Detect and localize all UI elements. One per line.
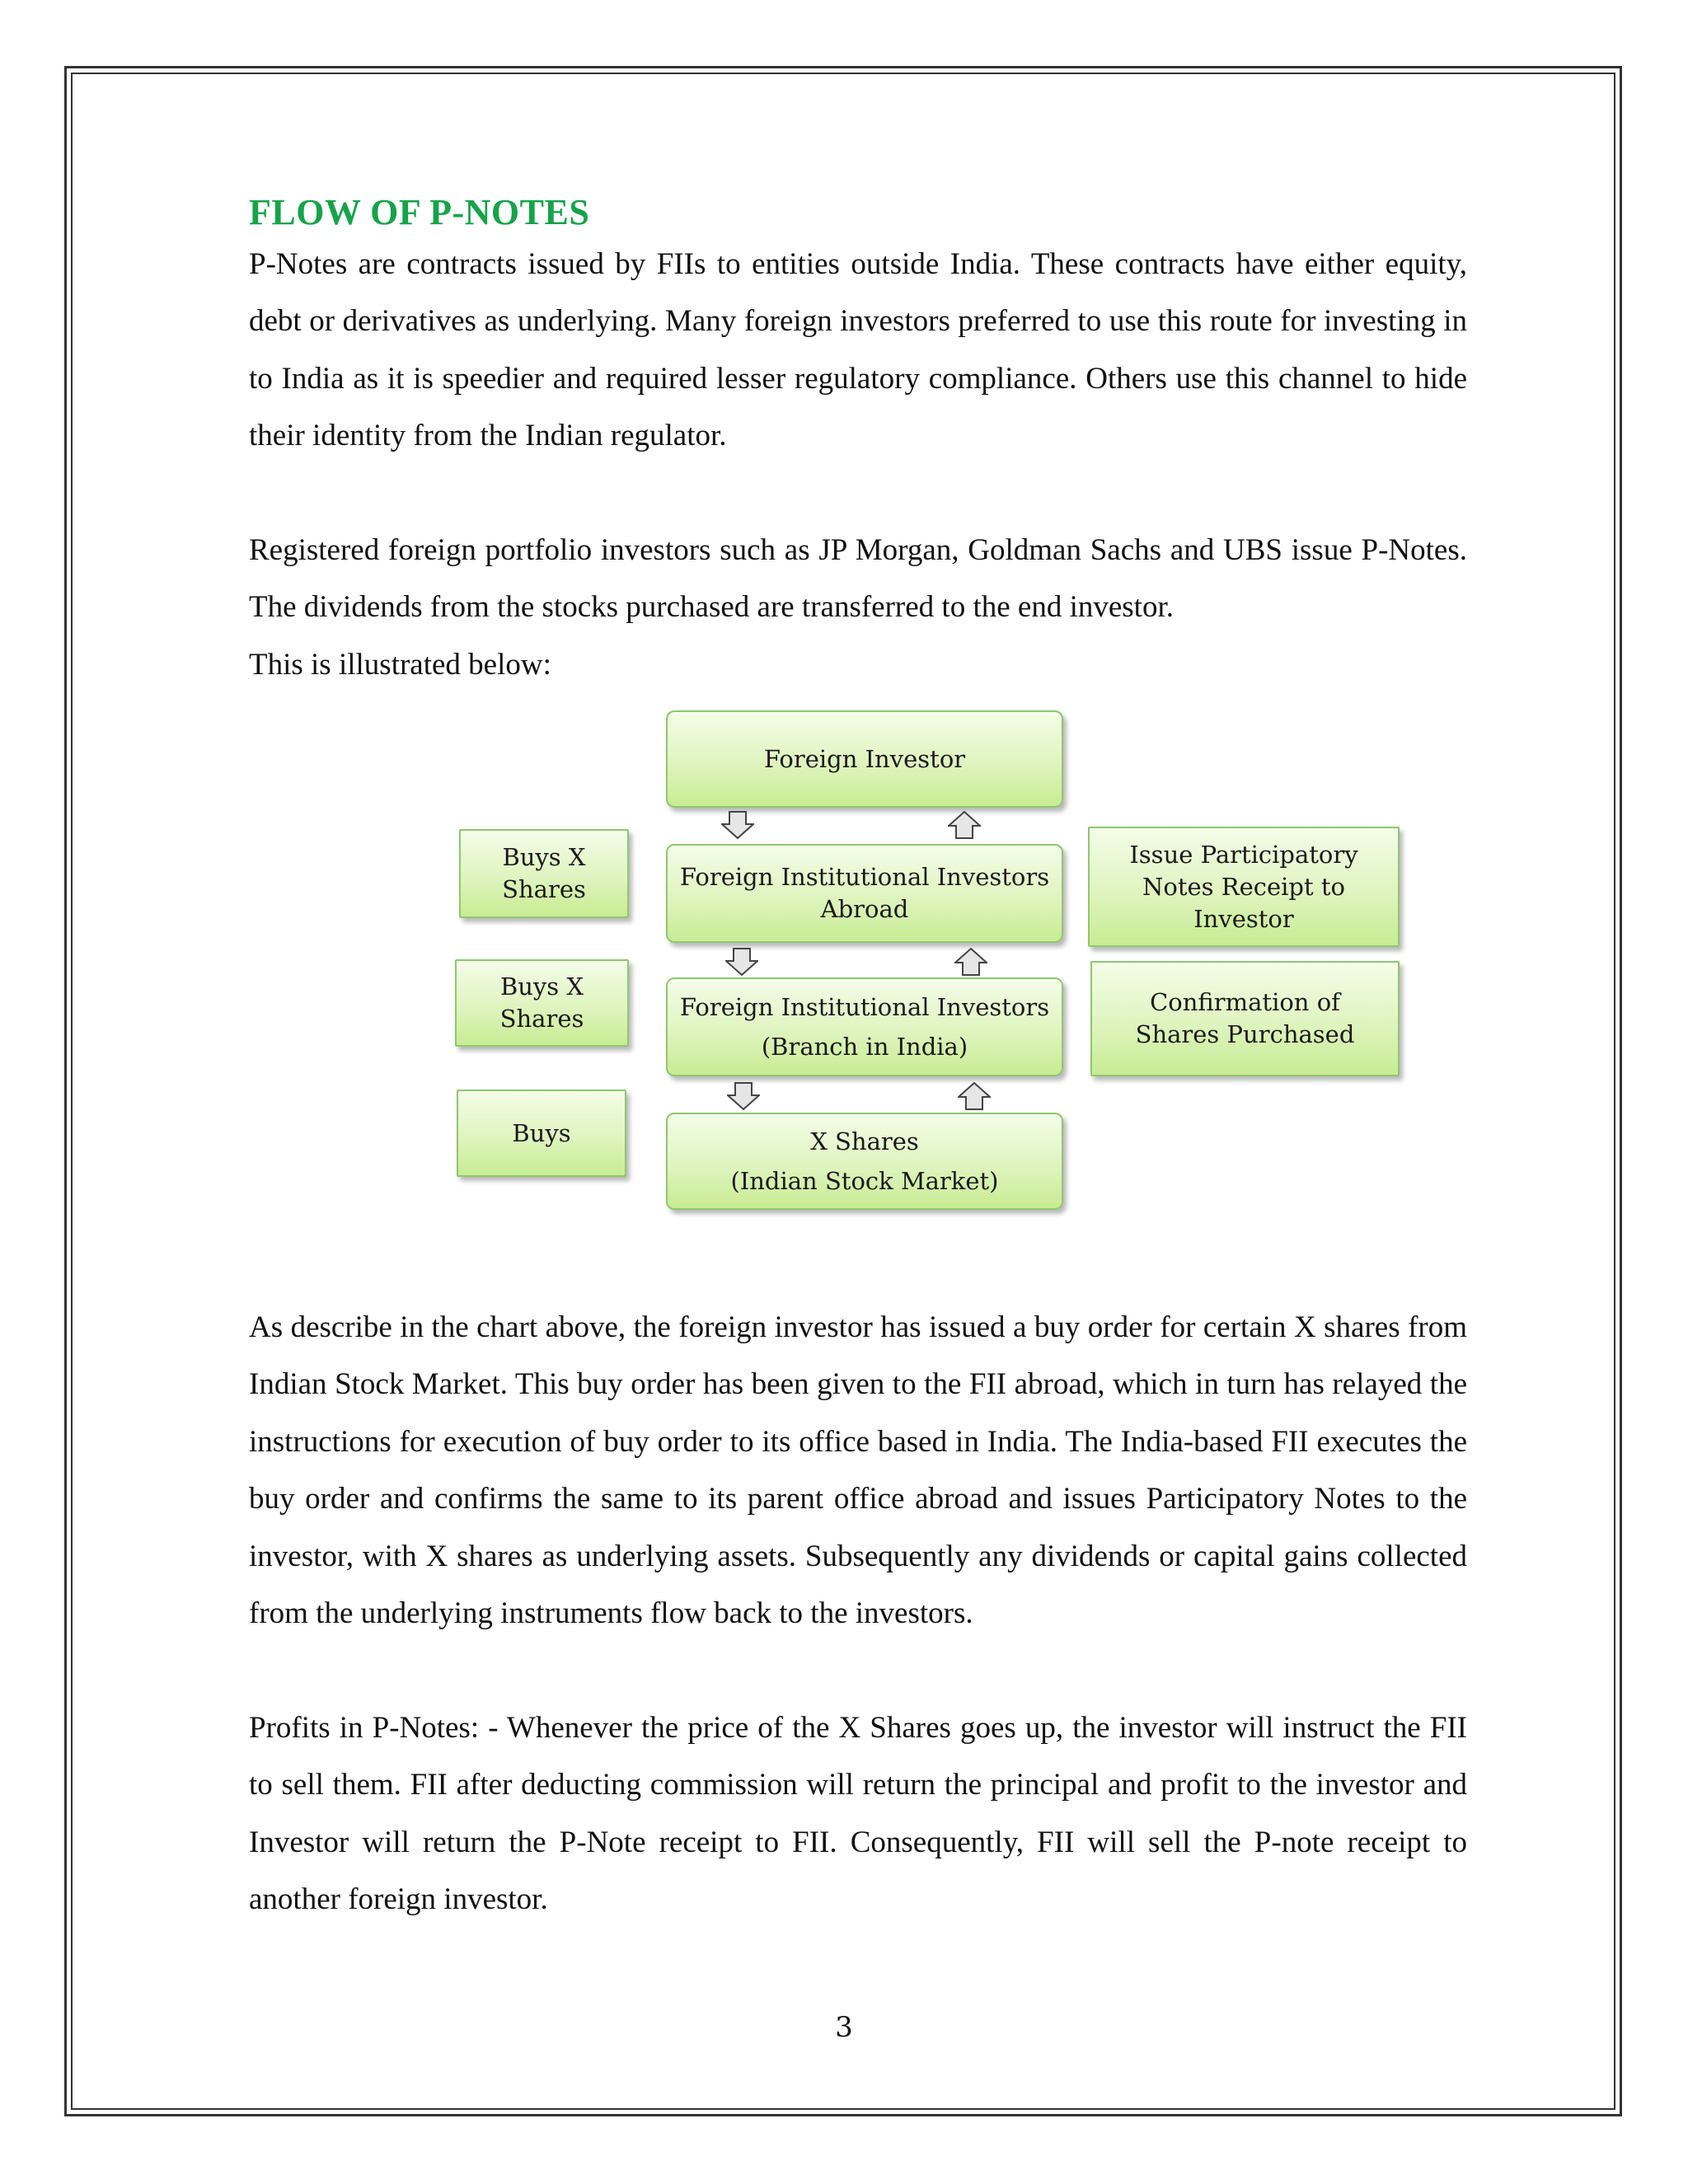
- box-issue-line1: Issue Participatory: [1129, 840, 1358, 869]
- arrow-down-icon: [721, 811, 754, 839]
- box-fii-abroad-line1: Foreign Institutional Investors: [679, 863, 1050, 891]
- paragraph-profits: Profits in P-Notes: - Whenever the price of the X Shares goes up, the investor will instruct the FII to sell them. FII after deducting commission will return the principal and profit to the investor and Investor will return the P-Note receipt to FII. Consequently, FII will sell the P-note receipt to another foreign investor.: [249, 1711, 1467, 1917]
- box-x-shares: [666, 1113, 1063, 1210]
- box-foreign-investor-label: Foreign Investor: [763, 744, 966, 773]
- box-buys-x-shares-1: [459, 829, 629, 918]
- box-issue-line2: Notes Receipt to: [1142, 872, 1345, 901]
- arrow-up-icon: [948, 811, 981, 839]
- box-fii-india: [666, 977, 1063, 1076]
- arrow-up-icon: [958, 1082, 991, 1110]
- box-buys-label: Buys: [512, 1118, 571, 1147]
- box-x-shares-line2: (Indian Stock Market): [730, 1167, 999, 1195]
- box-fii-abroad-line2: Abroad: [820, 895, 909, 923]
- paragraph-registered-fpi: Registered foreign portfolio investors such as JP Morgan, Goldman Sachs and UBS issue P-Notes. The dividends from the stocks purchased are transferred to the end investor.: [249, 533, 1467, 625]
- paragraph-illustrated: This is illustrated below:: [249, 648, 551, 682]
- box-confirmation-line2: Shares Purchased: [1135, 1020, 1355, 1048]
- box-confirmation-line1: Confirmation of: [1150, 988, 1340, 1016]
- box-issue-line3: Investor: [1193, 904, 1294, 933]
- box-fii-india-line2: (Branch in India): [761, 1033, 968, 1061]
- paragraph-chart-description: As describe in the chart above, the foreign investor has issued a buy order for certain X shares from Indian Stock Market. This buy order has been given to the FII abroad, which in turn has relayed the instructions for execution of buy order to its office based in India. The India-based FII executes the buy order and confirms the same to its parent office abroad and issues Participatory Notes to the investor, with X shares as underlying assets. Subsequently any dividends or capital gains collected from the underlying instruments flow back to the investors.: [249, 1310, 1467, 1631]
- box-buys-x-shares-2-line1: Buys X: [499, 972, 584, 1001]
- box-foreign-investor: [666, 710, 1063, 808]
- box-buys-x-shares-2: [455, 959, 629, 1047]
- arrow-down-icon: [727, 1082, 760, 1110]
- section-heading: FLOW OF P-NOTES: [249, 192, 590, 232]
- box-issue-participatory-notes: [1088, 827, 1400, 947]
- box-buys-x-shares-2-line2: Shares: [499, 1005, 584, 1033]
- box-fii-abroad: [666, 844, 1063, 943]
- box-confirmation-of-shares: [1090, 961, 1400, 1076]
- page-number: 3: [835, 2011, 853, 2044]
- box-fii-india-line1: Foreign Institutional Investors: [679, 993, 1050, 1021]
- box-buys-x-shares-1-line1: Buys X: [502, 843, 586, 871]
- box-x-shares-line1: X Shares: [810, 1127, 919, 1155]
- arrow-up-icon: [954, 948, 987, 976]
- arrow-down-icon: [725, 948, 758, 976]
- box-buys-x-shares-1-line2: Shares: [502, 875, 586, 903]
- paragraph-intro: P-Notes are contracts issued by FIIs to entities outside India. These contracts have either equity, debt or derivatives as underlying. Many foreign investors preferred to use this route for investing in to India as it is speedier and required lesser regulatory compliance. Others use this channel to hide their identity from the Indian regulator.: [249, 247, 1467, 453]
- box-buys: [457, 1090, 626, 1177]
